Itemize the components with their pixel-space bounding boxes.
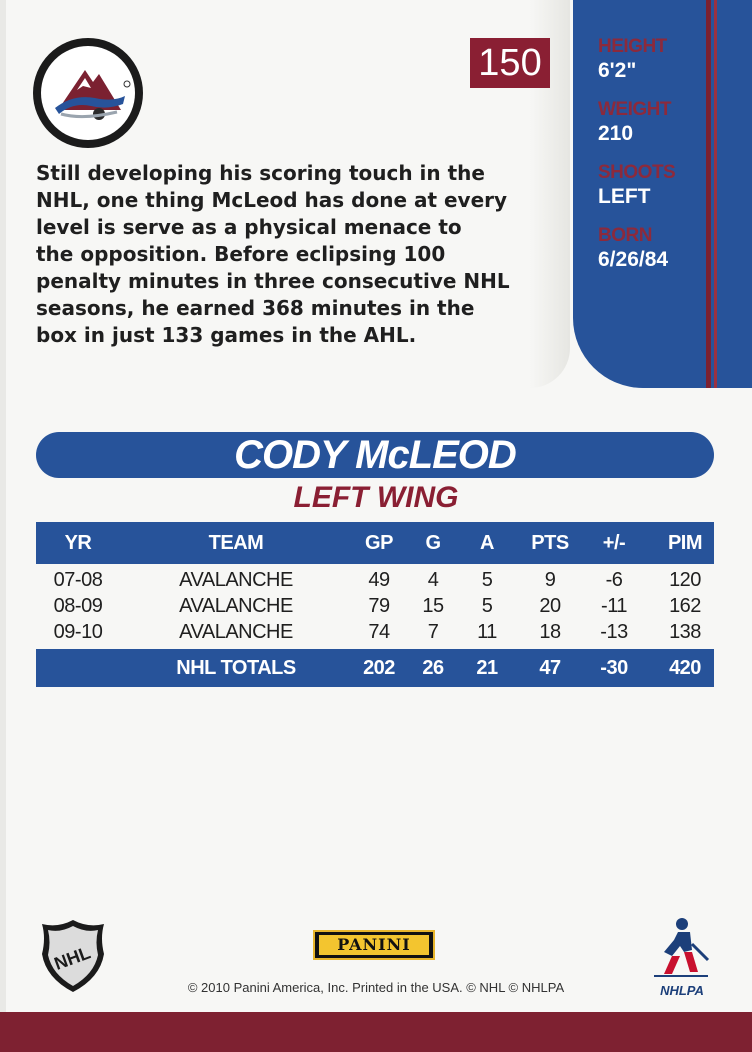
card-edge [0,0,6,1052]
name-banner [36,432,714,478]
bio-born [598,225,668,272]
panel-stripe [714,0,717,388]
bio-weight [598,99,671,146]
blurb-line: Still developing his scoring touch in the [36,161,485,185]
cell-pts: 18 [539,621,561,643]
cell-pim: 120 [669,569,701,591]
cell-plus-minus: -11 [601,595,627,617]
bio-panel [573,0,752,388]
bio-label: BORN [598,225,652,246]
nhlpa-text: NHLPA [660,983,704,998]
total-a: 21 [476,657,498,679]
player-position: LEFT WING [293,481,459,514]
cell-gp: 74 [368,621,390,643]
cell-g: 4 [427,569,439,591]
blurb-line: the opposition. Before eclipsing 100 [36,242,446,266]
panel-stripe [706,0,711,388]
stats-totals-row [36,649,714,687]
header-pim: PIM [667,532,703,554]
avalanche-logo-icon [33,38,143,148]
blurb-line: level is serve as a physical menace to [36,215,462,239]
cell-g: 15 [422,595,444,617]
player-blurb [36,160,536,349]
panini-logo [313,930,435,960]
player-name: CODY McLEOD [234,433,516,477]
cell-plus-minus: -6 [605,569,623,591]
cell-yr: 08-09 [53,595,103,617]
cell-plus-minus: -13 [600,621,628,643]
cell-team: AVALANCHE [179,595,293,617]
bottom-bar [0,1012,752,1052]
cell-pim: 138 [669,621,701,643]
cell-a: 11 [477,621,497,643]
header-gp: GP [365,532,393,554]
table-row [36,567,714,593]
nhlpa-player-icon [648,916,714,982]
stats-table [36,522,714,687]
header-team: TEAM [208,532,264,554]
blurb-line: box in just 133 games in the AHL. [36,323,417,347]
cell-yr: 07-08 [53,569,103,591]
stats-body [36,564,714,645]
copyright-text: © 2010 Panini America, Inc. Printed in the USA. © NHL © NHLPA [187,980,565,995]
blurb-line: NHL, one thing McLeod has done at every [36,188,508,212]
bio-value: 6'2" [598,59,637,82]
blurb-line: seasons, he earned 368 minutes in the [36,296,475,320]
bio-label: SHOOTS [598,162,676,183]
cell-gp: 49 [368,569,390,591]
cell-team: AVALANCHE [179,621,293,643]
bio-value: 210 [598,122,634,145]
nhl-logo-text: NHL [51,942,94,974]
cell-g: 7 [427,621,439,643]
cell-pim: 162 [669,595,701,617]
table-row [36,619,714,645]
header-a: A [480,532,494,554]
blurb-line: penalty minutes in three consecutive NHL [36,269,510,293]
panini-text: PANINI [319,935,429,955]
header-pts: PTS [531,532,569,554]
bio-height [598,36,667,83]
bio-value: 6/26/84 [598,248,669,271]
header-g: G [425,532,441,554]
cell-yr: 09-10 [53,621,103,643]
header-yr: YR [64,532,92,554]
bio-label: HEIGHT [598,36,667,57]
bio-value: LEFT [598,185,651,208]
bio-shoots [598,162,675,209]
total-pim: 420 [669,657,701,679]
total-gp: 202 [363,657,395,679]
cell-a: 5 [481,569,493,591]
cell-team: AVALANCHE [179,569,293,591]
stats-header-row [36,522,714,564]
total-pts: 47 [539,657,561,679]
total-g: 26 [422,657,444,679]
header-plus-minus: +/- [602,532,626,554]
cell-a: 5 [481,595,493,617]
cell-pts: 9 [544,569,556,591]
cell-pts: 20 [539,595,561,617]
bio-label: WEIGHT [598,99,671,120]
card-number: 150 [470,38,550,88]
cell-gp: 79 [368,595,390,617]
table-row [36,593,714,619]
total-plus-minus: -30 [600,657,628,679]
totals-label: NHL TOTALS [176,657,296,679]
